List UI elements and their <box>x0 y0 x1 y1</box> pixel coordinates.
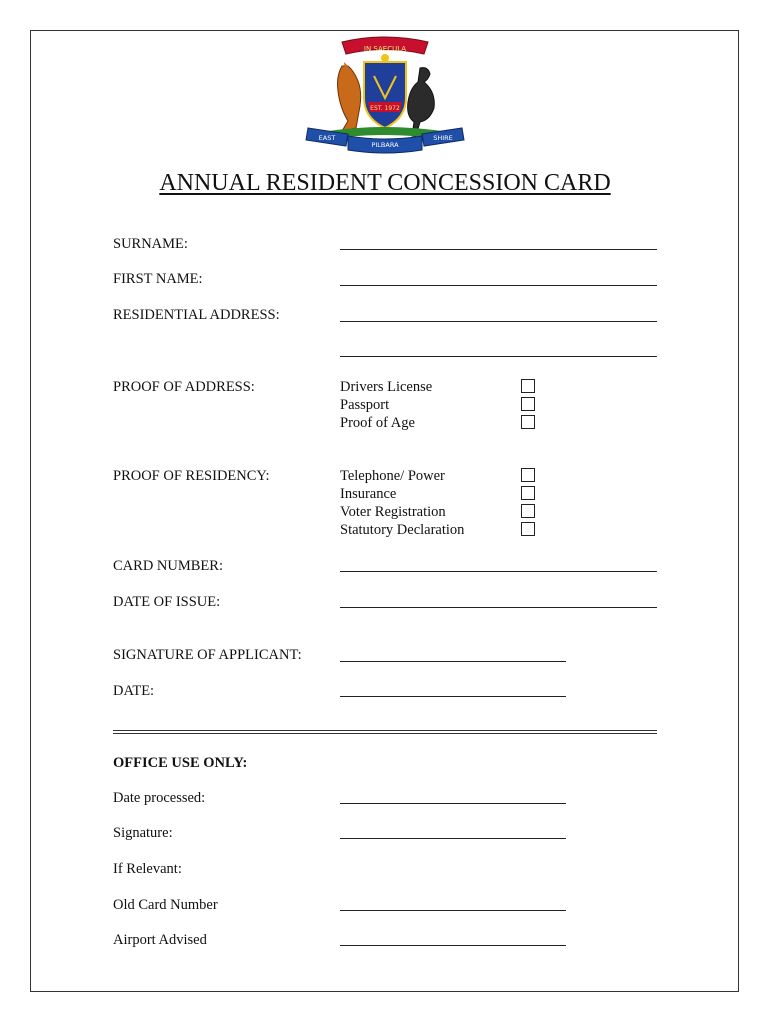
surname-label: SURNAME: <box>113 236 188 252</box>
office-signature-input-line[interactable] <box>340 838 566 839</box>
first-name-label: FIRST NAME: <box>113 271 203 287</box>
form-title: ANNUAL RESIDENT CONCESSION CARD <box>159 170 611 196</box>
office-use-heading: OFFICE USE ONLY: <box>113 755 248 771</box>
option-telephone-power: Telephone/ Power <box>340 468 445 484</box>
old-card-number-label: Old Card Number <box>113 897 218 913</box>
svg-text:SHIRE: SHIRE <box>433 134 453 142</box>
surname-input-line[interactable] <box>340 249 657 250</box>
date-label: DATE: <box>113 683 155 699</box>
signature-input-line[interactable] <box>340 661 566 662</box>
if-relevant-label: If Relevant: <box>113 861 182 877</box>
checkbox-passport[interactable] <box>521 397 535 411</box>
svg-text:EST. 1972: EST. 1972 <box>370 105 400 112</box>
date-processed-label: Date processed: <box>113 790 206 806</box>
date-of-issue-label: DATE OF ISSUE: <box>113 594 221 610</box>
svg-text:EAST: EAST <box>318 134 336 142</box>
option-drivers-license: Drivers License <box>340 379 433 395</box>
option-voter-registration: Voter Registration <box>340 504 446 520</box>
old-card-number-input-line[interactable] <box>340 910 566 911</box>
office-signature-label: Signature: <box>113 825 173 841</box>
checkbox-telephone-power[interactable] <box>521 468 535 482</box>
svg-text:IN SAECULA: IN SAECULA <box>363 45 407 53</box>
date-input-line[interactable] <box>340 696 566 697</box>
proof-of-address-label: PROOF OF ADDRESS: <box>113 379 255 395</box>
first-name-input-line[interactable] <box>340 285 657 286</box>
shire-crest-logo <box>302 36 468 154</box>
option-proof-of-age: Proof of Age <box>340 415 415 431</box>
card-number-label: CARD NUMBER: <box>113 558 223 574</box>
svg-text:PILBARA: PILBARA <box>371 141 399 149</box>
card-number-input-line[interactable] <box>340 571 657 572</box>
signature-of-applicant-label: SIGNATURE OF APPLICANT: <box>113 647 302 663</box>
option-insurance: Insurance <box>340 486 397 502</box>
date-processed-input-line[interactable] <box>340 803 566 804</box>
section-divider <box>113 730 657 734</box>
residential-address-label: RESIDENTIAL ADDRESS: <box>113 307 280 323</box>
address-input-line-1[interactable] <box>340 321 657 322</box>
option-passport: Passport <box>340 397 390 413</box>
checkbox-drivers-license[interactable] <box>521 379 535 393</box>
date-of-issue-input-line[interactable] <box>340 607 657 608</box>
airport-advised-input-line[interactable] <box>340 945 566 946</box>
option-statutory-declaration: Statutory Declaration <box>340 522 465 538</box>
checkbox-statutory-declaration[interactable] <box>521 522 535 536</box>
airport-advised-label: Airport Advised <box>113 932 207 948</box>
checkbox-voter-registration[interactable] <box>521 504 535 518</box>
proof-of-residency-label: PROOF OF RESIDENCY: <box>113 468 270 484</box>
checkbox-insurance[interactable] <box>521 486 535 500</box>
checkbox-proof-of-age[interactable] <box>521 415 535 429</box>
address-input-line-2[interactable] <box>340 356 657 357</box>
